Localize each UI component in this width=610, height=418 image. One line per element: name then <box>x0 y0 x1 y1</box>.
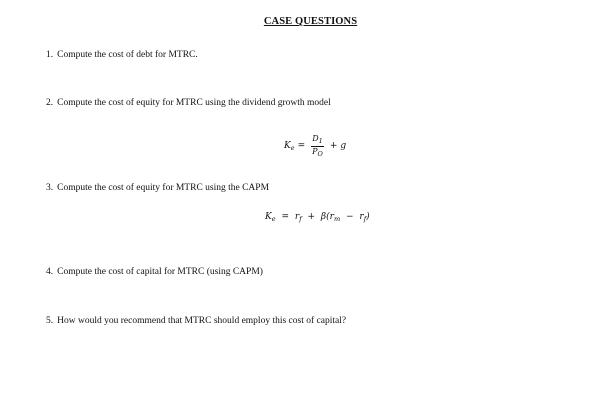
question-number: 2. <box>46 98 54 108</box>
question-number: 1. <box>46 50 54 60</box>
formula-plus: + <box>307 212 316 222</box>
question-text: Compute the cost of capital for MTRC (using CAPM) <box>57 267 263 277</box>
formula-equals: = <box>281 212 290 222</box>
formula-plus: + <box>329 141 338 151</box>
question-text: Compute the cost of equity for MTRC using the CAPM <box>57 183 270 193</box>
formula-growth: g <box>340 141 347 151</box>
question-number: 3. <box>46 183 54 193</box>
formula-market-return: $r_m$ <box>329 212 341 223</box>
formula-lhs: $K_e$ <box>284 140 295 152</box>
formula-beta: β( <box>320 212 330 222</box>
question-4 <box>46 266 263 278</box>
question-text: Compute the cost of debt for MTRC. <box>57 50 198 60</box>
formula-risk-free: $r_f$ <box>294 212 302 223</box>
formula-equals: = <box>297 141 306 151</box>
dividend-growth-formula <box>284 133 346 159</box>
fraction-denominator: $P_O$ <box>312 146 323 158</box>
page-title: CASE QUESTIONS <box>263 16 358 27</box>
question-5 <box>46 315 346 327</box>
question-2 <box>46 97 331 109</box>
formula-close-paren: ) <box>366 212 370 222</box>
question-number: 5. <box>46 316 54 326</box>
question-3 <box>46 182 269 194</box>
formula-minus: − <box>345 212 354 222</box>
formula-fraction <box>311 134 324 159</box>
formula-risk-free-2: $r_f$ <box>359 212 367 223</box>
question-text: Compute the cost of equity for MTRC using the dividend growth model <box>57 98 331 108</box>
question-number: 4. <box>46 267 54 277</box>
question-text: How would you recommend that MTRC should employ this cost of capital? <box>57 316 347 326</box>
question-1 <box>46 49 198 61</box>
formula-lhs: $K_e$ <box>265 212 276 223</box>
fraction-numerator: $D_1$ <box>312 133 323 145</box>
capm-formula <box>265 212 370 223</box>
